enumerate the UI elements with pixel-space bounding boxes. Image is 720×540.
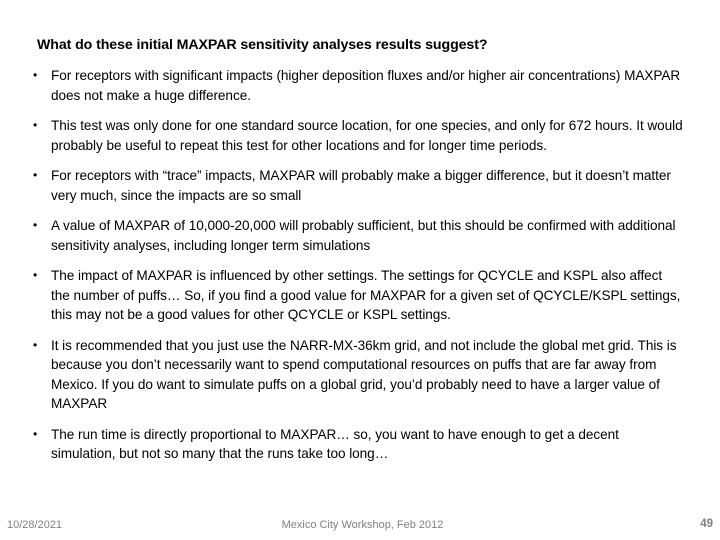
bullet-text: It is recommended that you just use the NARR-MX-36km grid, and not include the global met grid. This is because you don’t necessarily want to spend computational resources on puffs that are far away from Mexico. If you do want to simulate puffs on a global grid, you’d probably need to have a larger value of MAXPAR	[51, 337, 677, 411]
bullet-text: The run time is directly proportional to MAXPAR… so, you want to have enough to get a decent simulation, but not so many that the runs take too long…	[51, 426, 619, 461]
bullet-list	[32, 66, 684, 475]
bullet-icon: •	[33, 118, 38, 132]
bullet-item	[32, 116, 684, 155]
bullet-icon: •	[33, 426, 38, 441]
bullet-text: For receptors with significant impacts (higher deposition fluxes and/or higher air concentrations) MAXPAR does not make a huge difference.	[51, 68, 681, 103]
bullet-icon: •	[33, 168, 38, 182]
bullet-item	[32, 216, 684, 255]
footer-event-title: Mexico City Workshop, Feb 2012	[281, 519, 444, 531]
bullet-item	[32, 266, 684, 325]
slide-title: What do these initial MAXPAR sensitivity analyses results suggest?	[37, 37, 488, 53]
bullet-text: For receptors with “trace” impacts, MAXPAR will probably make a bigger difference, but it doesn’t matter very much, since the impacts are so small	[51, 168, 671, 203]
bullet-icon: •	[33, 337, 38, 352]
bullet-item	[32, 336, 684, 414]
page-number: 49	[700, 518, 713, 530]
bullet-item	[32, 66, 684, 105]
bullet-text: This test was only done for one standard source location, for one species, and only for 672 hours. It would probably be useful to repeat this test for other locations and for longer time periods.	[51, 118, 683, 153]
bullet-icon: •	[33, 68, 38, 82]
footer-date: 10/28/2021	[7, 519, 63, 531]
bullet-item	[32, 425, 684, 464]
bullet-icon: •	[33, 218, 38, 232]
bullet-text: The impact of MAXPAR is influenced by other settings. The settings for QCYCLE and KSPL also affect the number of puffs… So, if you find a good value for MAXPAR for a given set of QCYCLE/KSPL settings, this may not be a good values for other QCYCLE or KSPL settings.	[51, 268, 681, 322]
bullet-item	[32, 166, 684, 205]
bullet-icon: •	[33, 268, 38, 282]
bullet-text: A value of MAXPAR of 10,000-20,000 will probably sufficient, but this should be confirmed with additional sensitivity analyses, including longer term simulations	[51, 218, 676, 253]
